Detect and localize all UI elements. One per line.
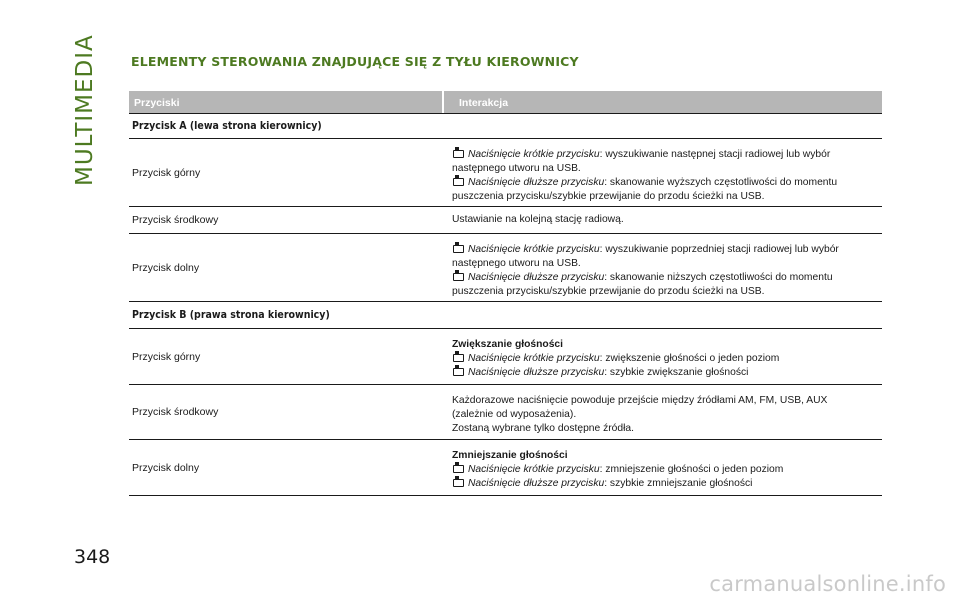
long-press-label: Naciśnięcie dłuższe przycisku	[468, 367, 605, 378]
long-press-label: Naciśnięcie dłuższe przycisku	[468, 177, 605, 188]
controls-table	[129, 91, 882, 496]
column-header-buttons: Przyciski	[134, 97, 180, 109]
row-interaction	[452, 139, 882, 206]
long-press-text: : szybkie zmniejszanie głośności	[604, 478, 753, 489]
side-section-title: MULTIMEDIA	[72, 34, 98, 186]
short-press-text: : zmniejszenie głośności o jeden poziom	[599, 464, 784, 475]
row-heading: Zwiększanie głośności	[452, 339, 564, 350]
table-row	[129, 329, 882, 385]
row-interaction	[452, 385, 882, 439]
button-press-icon	[453, 368, 464, 376]
page-title: ELEMENTY STEROWANIA ZNAJDUJĄCE SIĘ Z TYŁU KIEROWNICY	[131, 54, 579, 69]
button-press-icon	[453, 245, 464, 253]
short-press-text-cont: następnego utworu na USB.	[452, 163, 581, 174]
row-label: Przycisk środkowy	[132, 406, 219, 418]
row-text: Każdorazowe naciśnięcie powoduje przejście między źródłami AM, FM, USB, AUX	[452, 395, 828, 406]
group-row-b	[129, 302, 882, 329]
page-number: 348	[74, 546, 111, 568]
table-row	[129, 207, 882, 234]
button-press-icon	[453, 150, 464, 158]
short-press-text-cont: następnego utworu na USB.	[452, 258, 581, 269]
table-row	[129, 440, 882, 496]
table-row	[129, 385, 882, 440]
button-press-icon	[453, 354, 464, 362]
row-label: Przycisk dolny	[132, 461, 200, 474]
short-press-label: Naciśnięcie krótkie przycisku	[468, 464, 600, 475]
column-header-interaction: Interakcja	[442, 91, 882, 113]
row-label: Przycisk górny	[132, 166, 201, 179]
long-press-label: Naciśnięcie dłuższe przycisku	[468, 272, 605, 283]
group-label: Przycisk B (prawa strona kierownicy)	[132, 309, 330, 321]
row-interaction	[452, 329, 882, 384]
short-press-label: Naciśnięcie krótkie przycisku	[468, 244, 600, 255]
long-press-text: : skanowanie niższych częstotliwości do momentu	[604, 272, 833, 283]
short-press-text: : zwiększenie głośności o jeden poziom	[599, 353, 780, 364]
row-label: Przycisk dolny	[132, 261, 200, 274]
row-text: (zależnie od wyposażenia).	[452, 409, 577, 420]
short-press-text: : wyszukiwanie następnej stacji radiowej lub wybór	[599, 149, 831, 160]
row-label: Przycisk środkowy	[132, 214, 219, 226]
row-heading: Zmniejszanie głośności	[452, 450, 568, 461]
long-press-text: : szybkie zwiększanie głośności	[604, 367, 749, 378]
button-press-icon	[453, 479, 464, 487]
watermark: carmanualsonline.info	[709, 572, 946, 596]
long-press-text-cont: puszczenia przycisku/szybkie przewijanie do przodu ścieżki na USB.	[452, 286, 765, 297]
row-text: Ustawianie na kolejną stację radiową.	[452, 214, 624, 225]
table-row	[129, 139, 882, 207]
button-press-icon	[453, 178, 464, 186]
short-press-label: Naciśnięcie krótkie przycisku	[468, 353, 600, 364]
group-row-a	[129, 113, 882, 139]
row-text: Zostaną wybrane tylko dostępne źródła.	[452, 423, 635, 434]
group-label: Przycisk A (lewa strona kierownicy)	[132, 120, 322, 132]
long-press-text-cont: puszczenia przycisku/szybkie przewijanie do przodu ścieżki na USB.	[452, 191, 765, 202]
row-label: Przycisk górny	[132, 350, 201, 363]
row-interaction	[452, 440, 882, 495]
button-press-icon	[453, 273, 464, 281]
short-press-label: Naciśnięcie krótkie przycisku	[468, 149, 600, 160]
button-press-icon	[453, 465, 464, 473]
short-press-text: : wyszukiwanie poprzedniej stacji radiowej lub wybór	[599, 244, 839, 255]
long-press-text: : skanowanie wyższych częstotliwości do momentu	[604, 177, 838, 188]
row-interaction	[452, 207, 882, 233]
row-interaction	[452, 234, 882, 301]
table-row	[129, 234, 882, 302]
long-press-label: Naciśnięcie dłuższe przycisku	[468, 478, 605, 489]
table-header	[129, 91, 882, 113]
